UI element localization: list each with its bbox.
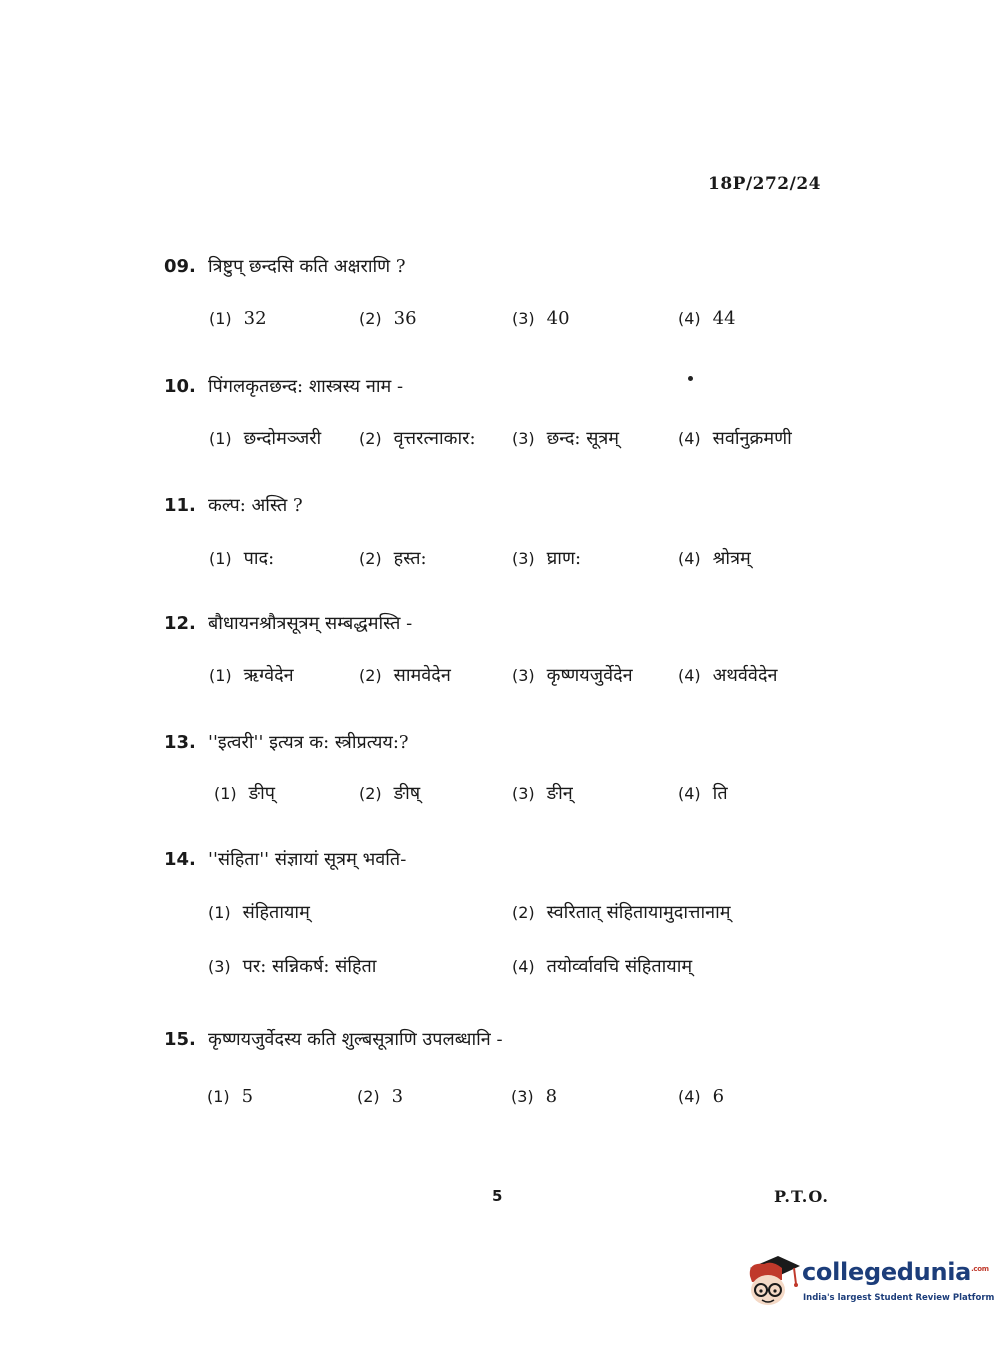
page-number: 5 xyxy=(492,1187,503,1205)
graduate-mascot-icon xyxy=(742,1250,802,1310)
pto-label: P.T.O. xyxy=(774,1187,829,1206)
question-11 xyxy=(164,493,303,517)
option-10-1: (1) छन्दोमञ्जरी xyxy=(209,428,322,449)
question-12 xyxy=(164,611,412,635)
option-15-1: (1) 5 xyxy=(207,1086,254,1107)
option-11-2: (2) हस्त: xyxy=(359,548,427,569)
question-number: 12. xyxy=(164,613,196,634)
question-text: बौधायनश्रौत्रसूत्रम् सम्बद्धमस्ति - xyxy=(208,613,413,634)
question-number: 14. xyxy=(164,849,196,870)
option-12-4: (4) अथर्ववेदेन xyxy=(678,665,778,686)
option-14-1: (1) संहितायाम् xyxy=(208,902,310,923)
option-15-3: (3) 8 xyxy=(511,1086,558,1107)
option-10-3: (3) छन्द: सूत्रम् xyxy=(512,428,620,449)
question-number: 13. xyxy=(164,732,196,753)
option-11-1: (1) पाद: xyxy=(209,548,275,569)
stray-dot xyxy=(688,376,693,381)
option-14-2: (2) स्वरितात् संहितायामुदात्तानाम् xyxy=(512,902,731,923)
question-text: त्रिष्टुप् छन्दसि कति अक्षराणि ? xyxy=(208,256,406,277)
question-number: 15. xyxy=(164,1029,196,1050)
option-09-1: (1) 32 xyxy=(209,308,267,329)
question-number: 09. xyxy=(164,256,196,277)
option-09-2: (2) 36 xyxy=(359,308,417,329)
question-09 xyxy=(164,254,406,278)
option-13-1: (1) ङीप् xyxy=(214,783,276,804)
question-text: पिंगलकृतछन्द: शास्त्रस्य नाम - xyxy=(208,376,404,397)
option-12-1: (1) ऋग्वेदेन xyxy=(209,665,294,686)
option-12-3: (3) कृष्णयजुर्वेदेन xyxy=(512,665,633,686)
option-14-3: (3) पर: सन्निकर्ष: संहिता xyxy=(208,956,377,977)
question-text: कृष्णयजुर्वेदस्य कति शुल्बसूत्राणि उपलब्धानि - xyxy=(208,1029,503,1050)
paper-code: 18P/272/24 xyxy=(708,174,822,194)
option-10-2: (2) वृत्तरत्नाकार: xyxy=(359,428,476,449)
option-09-4: (4) 44 xyxy=(678,308,736,329)
option-11-3: (3) घ्राण: xyxy=(512,548,582,569)
question-number: 11. xyxy=(164,495,196,516)
option-13-4: (4) ति xyxy=(678,783,728,804)
option-15-4: (4) 6 xyxy=(678,1086,725,1107)
collegedunia-logo[interactable] xyxy=(742,1250,995,1312)
question-number: 10. xyxy=(164,376,196,397)
option-15-2: (2) 3 xyxy=(357,1086,404,1107)
question-text: ''संहिता'' संज्ञायां सूत्रम् भवति- xyxy=(208,849,407,870)
option-10-4: (4) सर्वानुक्रमणी xyxy=(678,428,792,449)
question-13 xyxy=(164,730,409,754)
question-10 xyxy=(164,374,403,398)
option-14-4: (4) तयोर्व्वावचि संहितायाम् xyxy=(512,956,693,977)
logo-tagline: India's largest Student Review Platform xyxy=(803,1293,995,1303)
option-12-2: (2) सामवेदेन xyxy=(359,665,451,686)
logo-wordmark: collegedunia$^{.com}$ xyxy=(802,1258,989,1286)
option-11-4: (4) श्रोत्रम् xyxy=(678,548,751,569)
option-09-3: (3) 40 xyxy=(512,308,570,329)
question-14 xyxy=(164,847,406,871)
question-text: ''इत्वरी'' इत्यत्र क: स्त्रीप्रत्यय:? xyxy=(208,732,409,753)
question-text: कल्प: अस्ति ? xyxy=(208,495,303,516)
option-13-2: (2) ङीष् xyxy=(359,783,421,804)
option-13-3: (3) ङीन् xyxy=(512,783,573,804)
question-15 xyxy=(164,1027,503,1051)
